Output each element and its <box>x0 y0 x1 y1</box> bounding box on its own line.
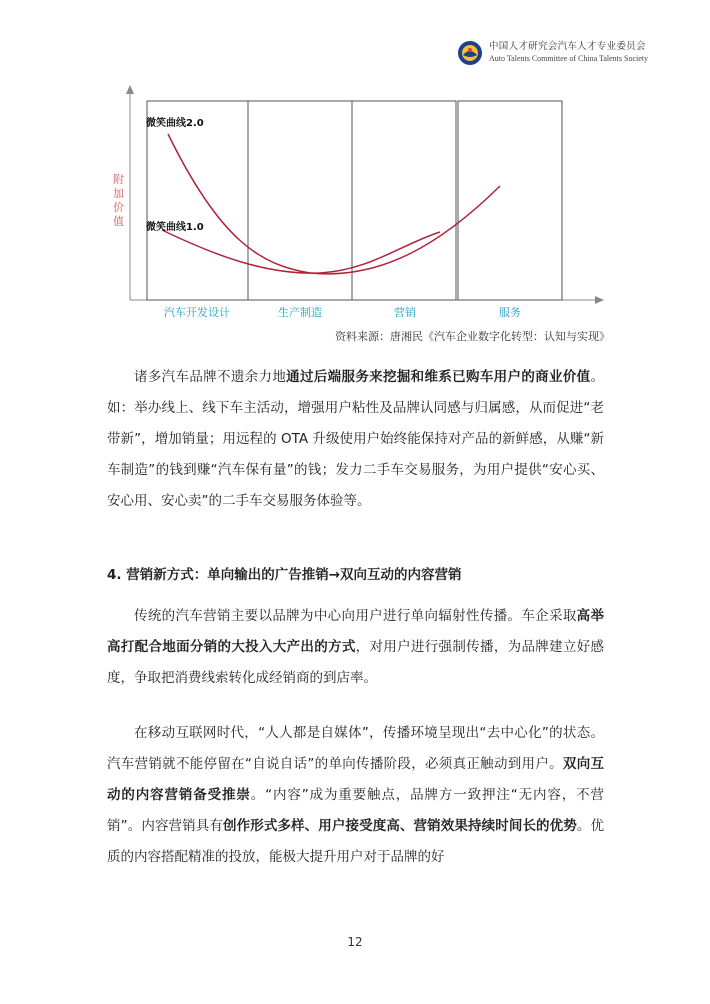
y-axis-label-char-4: 值 <box>113 215 124 228</box>
paragraph-3-rest: 。优质的内容搭配精准的投放，能极大提升用户对于品牌的好 <box>107 818 605 865</box>
y-axis-label-char-1: 附 <box>113 173 124 186</box>
page-number: 12 <box>347 935 363 949</box>
paragraph-3 <box>107 718 604 873</box>
paragraph-3-bold-2: 创作形式多样、用户接受度高、营销效果持续时间长的优势 <box>223 818 577 834</box>
series-line-smile-2 <box>168 134 500 274</box>
paragraph-1-lead: 诸多汽车品牌不遗余力地 <box>134 369 287 385</box>
paragraph-2-rest: ，对用户进行强制传播，为品牌建立好感度，争取把消费线索转化成经销商的到店率。 <box>107 639 605 686</box>
org-name <box>489 41 648 65</box>
stage-box-design <box>147 101 248 300</box>
stage-box-service <box>458 101 562 300</box>
series-label-smile-2: 微笑曲线2.0 <box>146 118 204 129</box>
smile-curve-chart <box>100 80 620 350</box>
stage-box-marketing <box>352 101 456 300</box>
paragraph-3-lead: 在移动互联网时代，“人人都是自媒体”，传播环境呈现出“去中心化”的状态。汽车营销就不能停留在“自说自话”的单向传播阶段，必须真正触动到用户。 <box>107 725 604 772</box>
chart-source: 资料来源：唐湘民《汽车企业数字化转型：认知与实现》 <box>335 330 610 343</box>
paragraph-1-bold: 通过后端服务来挖掘和维系已购车用户的商业价值 <box>286 369 591 385</box>
page-header <box>457 36 648 70</box>
stage-box-manufacturing <box>248 101 352 300</box>
x-tick-label-manufacturing: 生产制造 <box>278 306 322 319</box>
section-heading: 4. 营销新方式：单向输出的广告推销→双向互动的内容营销 <box>107 567 462 583</box>
x-tick-label-service: 服务 <box>499 306 521 319</box>
paragraph-1-rest: 。如：举办线上、线下车主活动，增强用户粘性及品牌认同感与归属感，从而促进“老带新”，增加销量；用远程的 OTA 升级使用户始终能保持对产品的新鲜感，从赚“新车制造”的钱到赚“汽车保有量”的钱；发力二手车交易服务，为用户提供“安心买、安心用、安心卖”的二手车交易服务体验等。 <box>107 369 605 509</box>
paragraph-2-bold: 高举高打配合地面分销的大投入大产出的方式 <box>107 608 605 655</box>
series-line-smile-1 <box>162 230 440 273</box>
x-tick-label-marketing: 营销 <box>394 306 416 319</box>
y-axis-label-char-3: 价 <box>113 201 124 214</box>
paragraph-3-bold-1: 双向互动的内容营销备受推崇 <box>107 756 604 803</box>
y-axis-label-char-2: 加 <box>113 187 124 200</box>
series-label-smile-1: 微笑曲线1.0 <box>146 222 204 233</box>
x-tick-label-design: 汽车开发设计 <box>164 306 230 319</box>
paragraph-1 <box>107 362 604 517</box>
paragraph-2 <box>107 601 604 694</box>
y-axis-label <box>113 172 124 228</box>
org-name-en: Auto Talents Committee of China Talents Society <box>488 54 648 63</box>
org-name-cn: 中国人才研究会汽车人才专业委员会 <box>488 41 646 52</box>
x-axis-arrow <box>595 296 604 304</box>
society-emblem-icon <box>457 40 483 66</box>
paragraph-3-mid: 。“内容”成为重要触点，品牌方一致押注“无内容，不营销”。内容营销具有 <box>107 787 604 834</box>
paragraph-2-lead: 传统的汽车营销主要以品牌为中心向用户进行单向辐射性传播。车企采取 <box>134 608 577 624</box>
y-axis-arrow <box>126 85 134 94</box>
